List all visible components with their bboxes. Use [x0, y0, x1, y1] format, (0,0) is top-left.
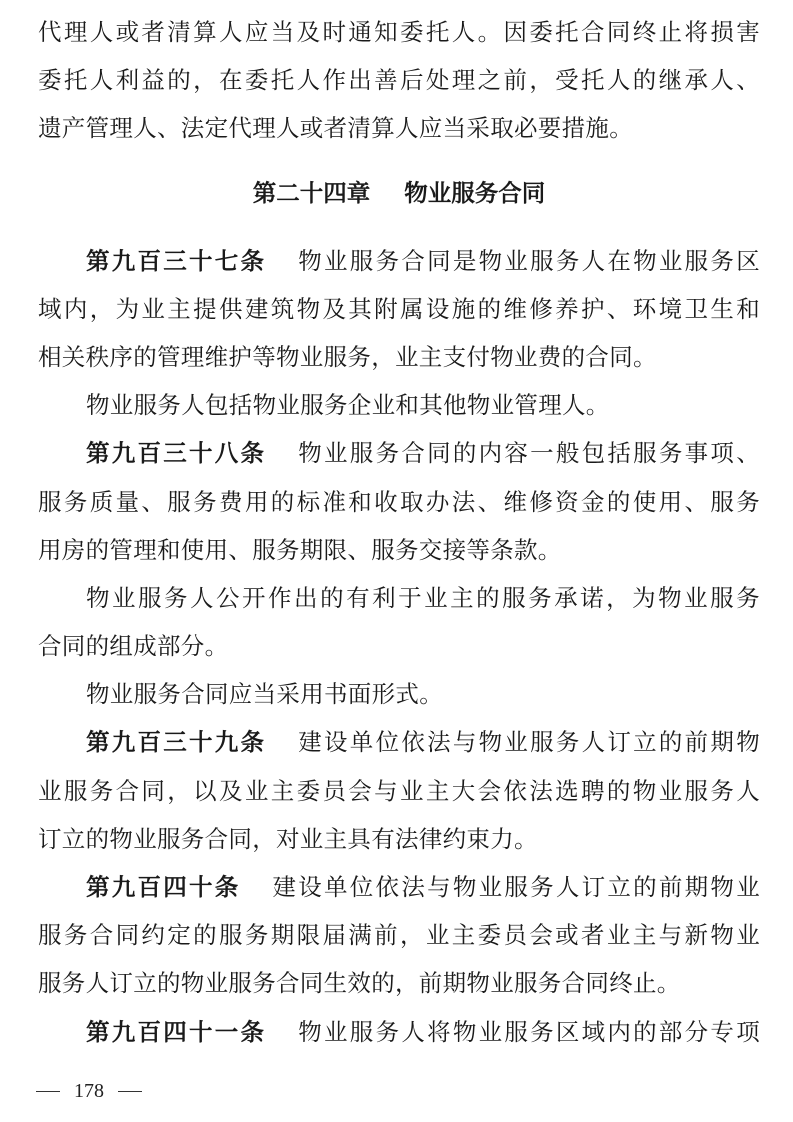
article-941-line-1 [38, 1008, 760, 1056]
article-940 [38, 863, 760, 1008]
article-937-text-1: 物业服务合同是物业服务人在物业服务区 [296, 246, 760, 275]
intro-line-1: 代理人或者清算人应当及时通知委托人。因委托合同终止将损害 [38, 18, 760, 46]
footer-dash-right [118, 1091, 142, 1092]
footer-dash-left [36, 1091, 60, 1092]
article-937-line-2: 域内，为业主提供建筑物及其附属设施的维修养护、环境卫生和 [38, 294, 760, 323]
chapter-number: 第二十四章 [252, 178, 371, 207]
article-938-line-3: 用房的管理和使用、服务期限、服务交接等条款。 [38, 535, 562, 564]
article-939-line-3: 订立的物业服务合同，对业主具有法律约束力。 [38, 824, 538, 853]
article-937-line-1 [38, 237, 760, 285]
article-940-line-2: 服务合同约定的服务期限届满前，业主委员会或者业主与新物业 [38, 921, 760, 950]
article-938 [38, 429, 760, 718]
article-937-line-3: 相关秩序的管理维护等物业服务，业主支付物业费的合同。 [38, 342, 657, 371]
article-939-text-1: 建设单位依法与物业服务人订立的前期物 [296, 728, 760, 757]
article-939-label: 第九百三十九条 [86, 728, 267, 757]
intro-paragraph [38, 8, 760, 153]
page-number: 178 [74, 1080, 104, 1102]
article-937-paragraph-2: 物业服务人包括物业服务企业和其他物业管理人。 [86, 391, 610, 420]
article-940-line-1 [38, 863, 760, 911]
article-941-label: 第九百四十一条 [86, 1017, 267, 1046]
article-939 [38, 718, 760, 863]
article-940-line-3: 服务人订立的物业服务合同生效的，前期物业服务合同终止。 [38, 969, 681, 998]
article-938-paragraph-2-line-2: 合同的组成部分。 [38, 632, 229, 661]
article-939-line-2: 业服务合同，以及业主委员会与业主大会依法选聘的物业服务人 [38, 776, 760, 805]
chapter-heading [38, 155, 760, 231]
article-940-label: 第九百四十条 [86, 873, 241, 901]
article-938-paragraph-3: 物业服务合同应当采用书面形式。 [86, 680, 443, 709]
article-938-text-1: 物业服务合同的内容一般包括服务事项、 [296, 439, 760, 468]
intro-line-3: 遗产管理人、法定代理人或者清算人应当采取必要措施。 [38, 114, 633, 143]
article-938-line-1 [38, 429, 760, 477]
article-938-paragraph-2-line-1: 物业服务人公开作出的有利于业主的服务承诺，为物业服务 [86, 583, 760, 612]
article-941-text-1: 物业服务人将物业服务区域内的部分专项 [296, 1017, 760, 1046]
article-938-label: 第九百三十八条 [86, 439, 267, 468]
document-page [38, 8, 760, 1056]
article-941 [38, 1008, 760, 1056]
page-footer [36, 1080, 142, 1103]
chapter-title: 物业服务合同 [404, 178, 546, 207]
article-937 [38, 237, 760, 430]
intro-line-2: 委托人利益的，在委托人作出善后处理之前，受托人的继承人、 [38, 66, 760, 95]
article-937-label: 第九百三十七条 [86, 246, 267, 275]
article-938-line-2: 服务质量、服务费用的标准和收取办法、维修资金的使用、服务 [38, 487, 760, 516]
article-940-text-1: 建设单位依法与物业服务人订立的前期物业 [270, 873, 760, 901]
article-939-line-1 [38, 718, 760, 766]
